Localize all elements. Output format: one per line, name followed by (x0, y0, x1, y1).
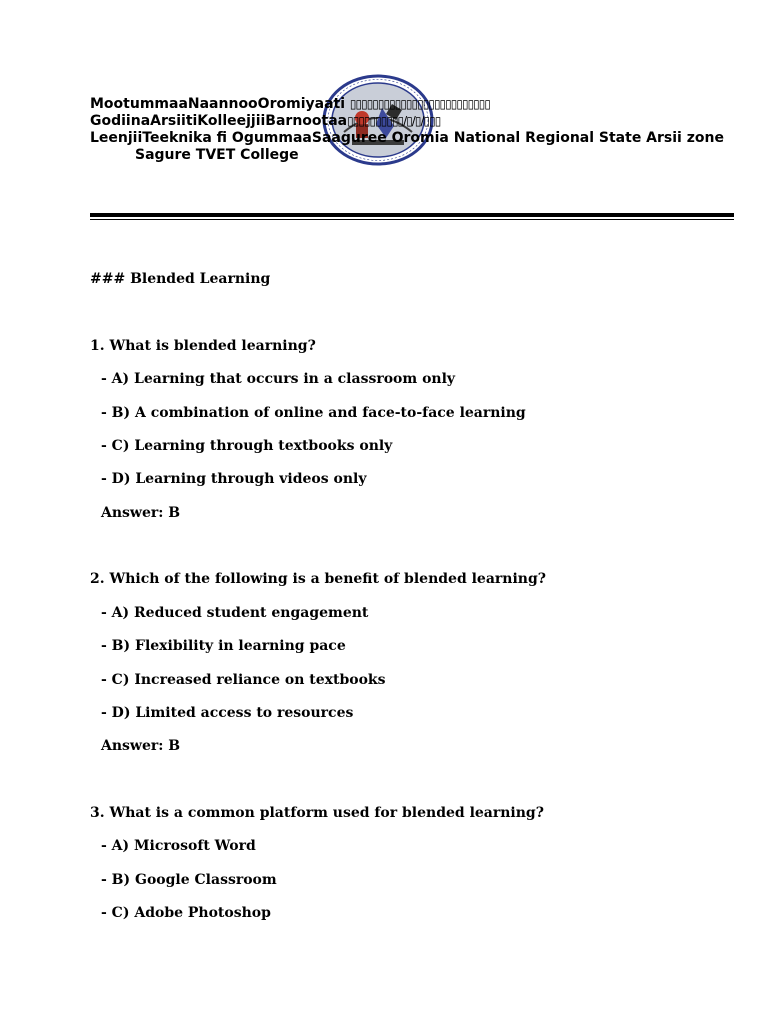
section-title: ### Blended Learning (90, 271, 271, 287)
letterhead-line-1: MootummaaNaannooOromiyaati ▯▯▯▯▯▯▯▯▯▯▯▯▯▯▯▯▯▯▯▯▯▯▯▯▯ (90, 96, 490, 112)
question-3-option-c: - C) Adobe Photoshop (101, 905, 271, 921)
question-1: 1. What is blended learning? (90, 338, 316, 354)
question-2-option-c: - C) Increased reliance on textbooks (101, 672, 386, 688)
college-name: Sagure TVET College (135, 147, 299, 163)
question-3-option-a: - A) Microsoft Word (101, 838, 256, 854)
unrendered-glyphs: ▯▯▯▯▯▯▯▯▯▯/▯/▯/▯▯▯ (347, 114, 441, 128)
question-1-option-b: - B) A combination of online and face-to-face learning (101, 405, 526, 421)
letterhead-line-3: LeenjiiTeeknika fi OgummaaSaaguree Oromia National Regional State Arsii zone (90, 130, 724, 146)
header-divider-thin (90, 219, 734, 220)
question-1-option-a: - A) Learning that occurs in a classroom only (101, 371, 456, 387)
unrendered-glyphs: ▯▯▯▯▯▯▯▯▯▯▯▯▯▯▯▯▯▯▯▯▯▯▯▯▯ (349, 97, 490, 111)
header-divider-thick (90, 213, 734, 217)
question-2-option-a: - A) Reduced student engagement (101, 605, 369, 621)
question-2: 2. Which of the following is a benefit of blended learning? (90, 571, 546, 587)
question-1-option-d: - D) Learning through videos only (101, 471, 367, 487)
question-1-answer: Answer: B (101, 505, 181, 521)
letterhead-line-2: GodiinaArsiitiKolleejjiiBarnootaa▯▯▯▯▯▯▯▯▯▯/▯/▯/▯▯▯ (90, 113, 441, 129)
question-1-option-c: - C) Learning through textbooks only (101, 438, 393, 454)
question-3-option-b: - B) Google Classroom (101, 872, 277, 888)
question-3: 3. What is a common platform used for blended learning? (90, 805, 544, 821)
question-2-answer: Answer: B (101, 738, 181, 754)
question-2-option-d: - D) Limited access to resources (101, 705, 354, 721)
college-letterhead (90, 96, 740, 164)
question-2-option-b: - B) Flexibility in learning pace (101, 638, 346, 654)
